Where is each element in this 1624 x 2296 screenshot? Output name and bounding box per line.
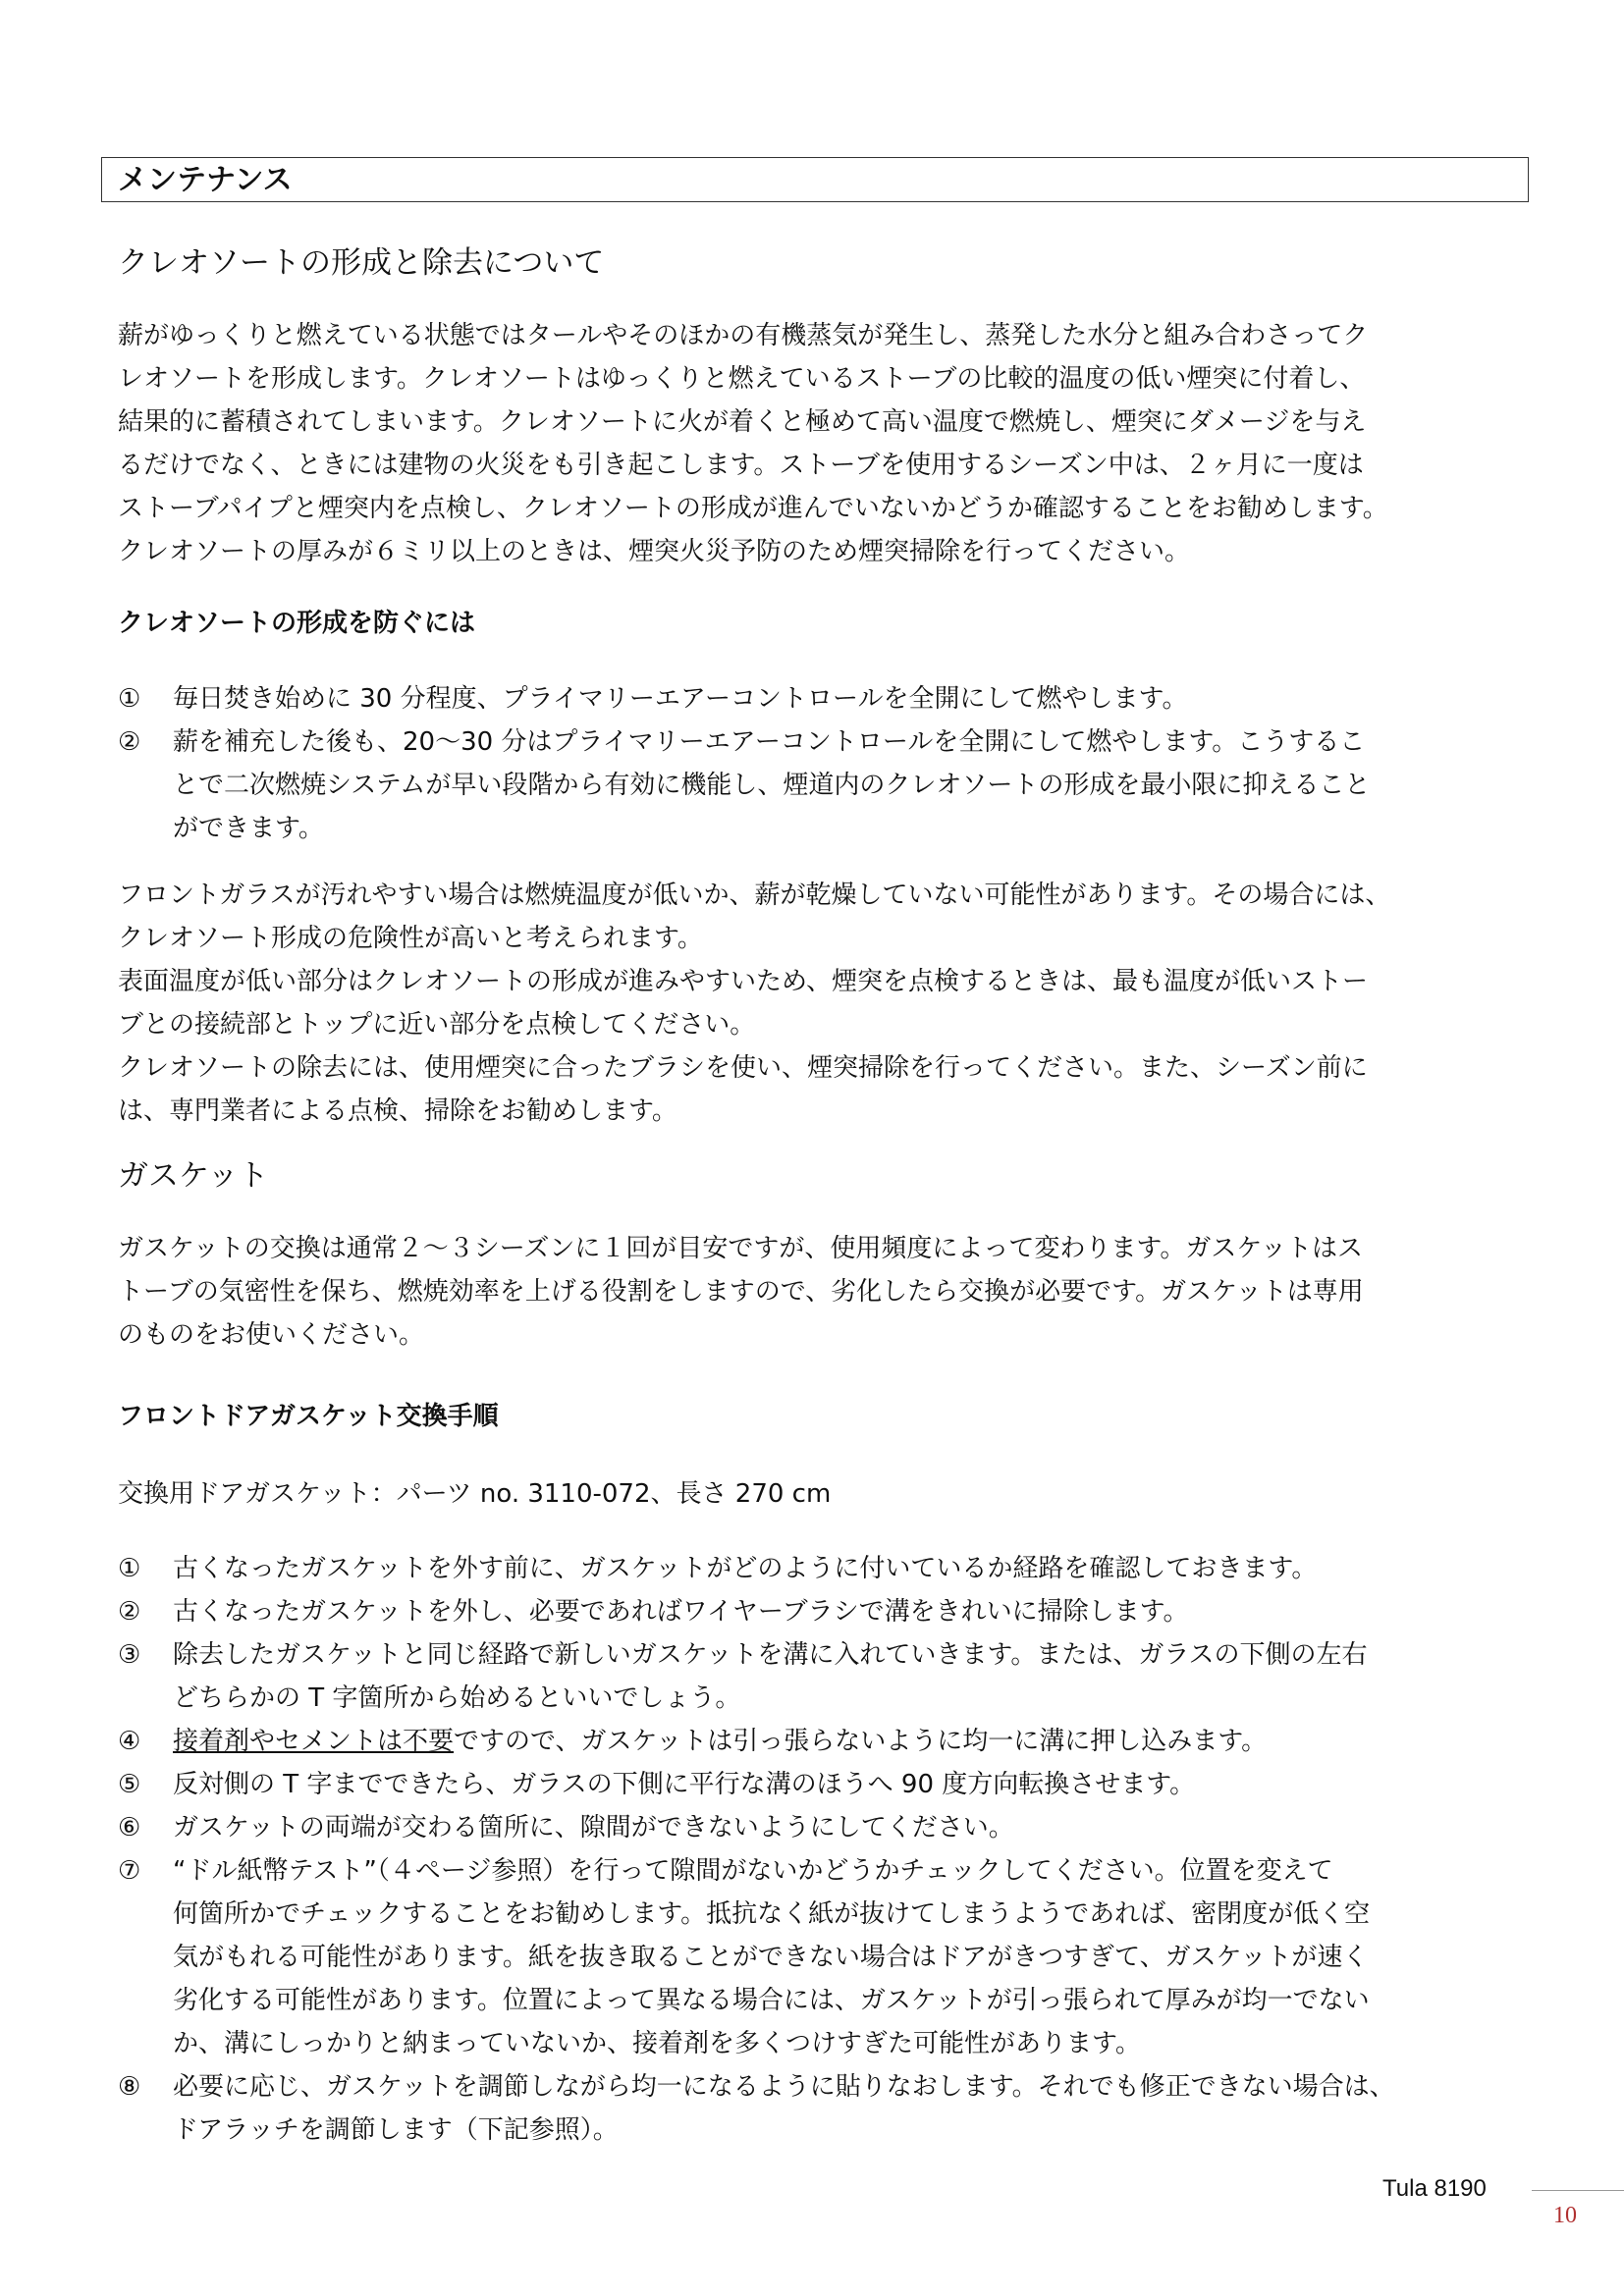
gasket-heading: ガスケット xyxy=(118,1158,269,1194)
step-number: ⑦ xyxy=(118,1856,141,1886)
paragraph-line: 結果的に蓄積されてしまいます。クレオソートに火が着くと極めて高い温度で燃焼し、煙突にダメージを与え xyxy=(118,407,1367,437)
paragraph-line: トーブの気密性を保ち、燃焼効率を上げる役割をしますので、劣化したら交換が必要です。ガスケットは専用 xyxy=(118,1277,1364,1307)
creosote-intro-paragraph xyxy=(118,314,1532,573)
page-number: 10 xyxy=(1553,2203,1577,2228)
step-text: 必要に応じ、ガスケットを調節しながら均一になるように貼りなおします。それでも修正できない場合は、 xyxy=(173,2072,1395,2102)
step-text: 古くなったガスケットを外し、必要であればワイヤーブラシで溝をきれいに掃除します。 xyxy=(173,1597,1189,1627)
step-text: 気がもれる可能性があります。紙を抜き取ることができない場合はドアがきつすぎて、ガスケットが速く xyxy=(173,1943,1369,1972)
paragraph-line: クレオソート形成の危険性が高いと考えられます。 xyxy=(118,924,703,953)
step-text: 除去したガスケットと同じ経路で新しいガスケットを溝に入れていきます。または、ガラスの下側の左右 xyxy=(173,1640,1368,1670)
gasket-step-6 xyxy=(118,1806,1532,1849)
paragraph-line: るだけでなく、ときには建物の火災をも引き起こします。ストーブを使用するシーズン中は、２ヶ月に一度は xyxy=(118,451,1364,480)
paragraph-line: ストーブパイプと煙突内を点検し、クレオソートの形成が進んでいないかどうか確認することをお勧めします。 xyxy=(118,494,1388,523)
gasket-procedure-heading: フロントドアガスケット交換手順 xyxy=(118,1402,499,1431)
step-number: ⑥ xyxy=(118,1813,141,1842)
gasket-step-7 xyxy=(118,1849,1532,2065)
step-text: 古くなったガスケットを外す前に、ガスケットがどのように付いているか経路を確認しておきます。 xyxy=(173,1554,1318,1583)
step-text: 反対側の T 字までできたら、ガラスの下側に平行な溝のほうへ 90 度方向転換させます。 xyxy=(173,1770,1196,1799)
paragraph-line: ブとの接続部とトップに近い部分を点検してください。 xyxy=(118,1010,756,1040)
paragraph-line: 表面温度が低い部分はクレオソートの形成が進みやすいため、煙突を点検するときは、最も温度が低いストー xyxy=(118,967,1368,996)
paragraph-line: 薪がゆっくりと燃えている状態ではタールやそのほかの有機蒸気が発生し、蒸発した水分と組み合わさってク xyxy=(118,321,1369,350)
step-text: か、溝にしっかりと納まっていないか、接着剤を多くつけすぎた可能性があります。 xyxy=(173,2029,1141,2058)
prevent-item-1 xyxy=(118,677,1532,721)
item-text: とで二次燃焼システムが早い段階から有効に機能し、煙道内のクレオソートの形成を最小限に抑えること xyxy=(173,771,1371,800)
underlined-note: 接着剤やセメントは不要 xyxy=(173,1727,455,1756)
gasket-step-5 xyxy=(118,1763,1532,1806)
gasket-step-4 xyxy=(118,1720,1532,1763)
paragraph-line: レオソートを形成します。クレオソートはゆっくりと燃えているストーブの比較的温度の低い煙突に付着し、 xyxy=(118,364,1366,394)
footer-rule xyxy=(1532,2190,1624,2191)
gasket-step-3 xyxy=(118,1633,1532,1720)
paragraph-line: フロントガラスが汚れやすい場合は燃焼温度が低いか、薪が乾燥していない可能性があります。その場合には、 xyxy=(118,881,1391,910)
step-text: ガスケットの両端が交わる箇所に、隙間ができないようにしてください。 xyxy=(173,1813,1014,1842)
item-number: ① xyxy=(118,684,141,714)
paragraph-line: クレオソートの厚みが６ミリ以上のときは、煙突火災予防のため煙突掃除を行ってください。 xyxy=(118,537,1191,566)
footer-brand: Tula 8190 xyxy=(1382,2175,1487,2202)
prevent-item-2 xyxy=(118,721,1532,850)
paragraph-line: ガスケットの交換は通常２〜３シーズンに１回が目安ですが、使用頻度によって変わります。ガスケットはス xyxy=(118,1234,1364,1263)
creosote-prevent-heading: クレオソートの形成を防ぐには xyxy=(118,609,476,638)
step-text: どちらかの T 字箇所から始めるといいでしょう。 xyxy=(173,1683,741,1713)
creosote-heading: クレオソートの形成と除去について xyxy=(118,245,605,281)
step-number: ② xyxy=(118,1597,141,1627)
step-text: 何箇所かでチェックすることをお勧めします。抵抗なく紙が抜けてしまうようであれば、密閉度が低く空 xyxy=(173,1899,1371,1929)
step-number: ① xyxy=(118,1554,141,1583)
gasket-part-line: 交換用ドアガスケット：パーツ no. 3110-072、長さ 270 cm xyxy=(118,1479,832,1509)
step-text xyxy=(173,1720,1532,1763)
step-number: ④ xyxy=(118,1727,141,1756)
section-title: メンテナンス xyxy=(118,163,293,197)
section-header-box xyxy=(101,157,1529,202)
gasket-step-2 xyxy=(118,1590,1532,1633)
creosote-prevent-list xyxy=(118,677,1532,850)
gasket-step-1 xyxy=(118,1547,1532,1590)
step-text-rest: ですので、ガスケットは引っ張らないように均一に溝に押し込みます。 xyxy=(454,1727,1268,1756)
item-number: ② xyxy=(118,727,141,757)
paragraph-line: クレオソートの除去には、使用煙突に合ったブラシを使い、煙突掃除を行ってください。また、シーズン前に xyxy=(118,1053,1368,1083)
paragraph-line: のものをお使いください。 xyxy=(118,1320,425,1350)
step-number: ⑧ xyxy=(118,2072,141,2102)
creosote-notes-paragraph xyxy=(118,874,1532,1133)
step-number: ⑤ xyxy=(118,1770,141,1799)
paragraph-line: は、専門業者による点検、掃除をお勧めします。 xyxy=(118,1096,677,1126)
step-text: “ドル紙幣テスト”（４ページ参照）を行って隙間がないかどうかチェックしてください。位置を変えて xyxy=(173,1856,1333,1886)
item-text: ができます。 xyxy=(173,814,324,843)
gasket-steps-list xyxy=(118,1547,1532,2152)
gasket-step-8 xyxy=(118,2065,1532,2152)
gasket-intro-paragraph xyxy=(118,1227,1532,1357)
item-text: 毎日焚き始めに 30 分程度、プライマリーエアーコントロールを全開にして燃やします。 xyxy=(173,684,1188,714)
step-text: ドアラッチを調節します（下記参照）。 xyxy=(173,2115,619,2145)
item-text: 薪を補充した後も、20〜30 分はプライマリーエアーコントロールを全開にして燃やします。こうするこ xyxy=(173,727,1366,757)
step-text: 劣化する可能性があります。位置によって異なる場合には、ガスケットが引っ張られて厚みが均一でない xyxy=(173,1986,1370,2015)
step-number: ③ xyxy=(118,1640,141,1670)
gasket-part-info xyxy=(118,1472,1532,1516)
